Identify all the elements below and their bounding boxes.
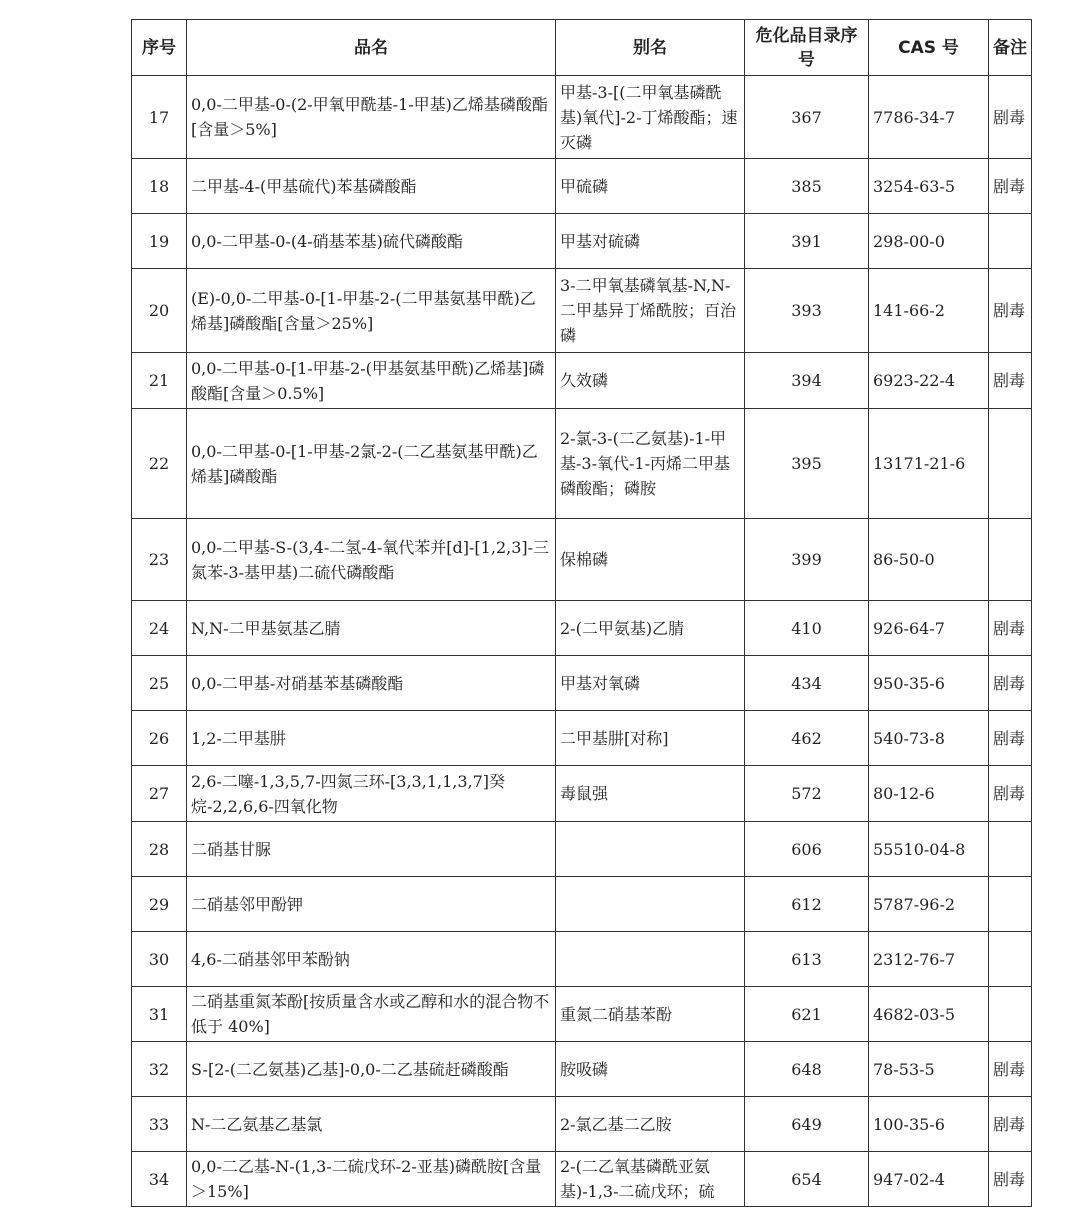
cell-name: 0,0-二乙基-N-(1,3-二硫戊环-2-亚基)磷酰胺[含量＞15%]: [187, 1152, 556, 1207]
cell-name: 0,0-二甲基-对硝基苯基磷酸酯: [187, 656, 556, 711]
cell-name: 1,2-二甲基肼: [187, 711, 556, 766]
cell-cas: 3254-63-5: [869, 159, 989, 214]
cell-alias: [556, 877, 745, 932]
cell-alias: 2-(二甲氨基)乙腈: [556, 601, 745, 656]
cell-note: 剧毒: [989, 353, 1032, 409]
cell-note: [989, 932, 1032, 987]
cell-cas: 13171-21-6: [869, 409, 989, 519]
cell-no: 29: [132, 877, 187, 932]
cell-catalog-no: 391: [745, 214, 869, 269]
table-row: [132, 822, 1032, 877]
cell-name: 二硝基重氮苯酚[按质量含水或乙醇和水的混合物不低于 40%]: [187, 987, 556, 1042]
cell-name: 0,0-二甲基-0-(2-甲氧甲酰基-1-甲基)乙烯基磷酸酯[含量＞5%]: [187, 76, 556, 159]
cell-cas: 86-50-0: [869, 519, 989, 601]
table-row: [132, 353, 1032, 409]
cell-name: 二甲基-4-(甲基硫代)苯基磷酸酯: [187, 159, 556, 214]
cell-catalog-no: 613: [745, 932, 869, 987]
cell-note: 剧毒: [989, 766, 1032, 822]
cell-cas: 6923-22-4: [869, 353, 989, 409]
cell-alias: 2-(二乙氧基磷酰亚氨基)-1,3-二硫戊环；硫: [556, 1152, 745, 1207]
cell-name: 0,0-二甲基-0-(4-硝基苯基)硫代磷酸酯: [187, 214, 556, 269]
cell-name: S-[2-(二乙氨基)乙基]-0,0-二乙基硫赶磷酸酯: [187, 1042, 556, 1097]
cell-alias: 重氮二硝基苯酚: [556, 987, 745, 1042]
cell-no: 23: [132, 519, 187, 601]
cell-cas: 4682-03-5: [869, 987, 989, 1042]
table-row: [132, 601, 1032, 656]
cell-cas: 55510-04-8: [869, 822, 989, 877]
header-no: 序号: [132, 20, 187, 76]
cell-no: 19: [132, 214, 187, 269]
cell-no: 25: [132, 656, 187, 711]
header-name: 品名: [187, 20, 556, 76]
cell-cas: 7786-34-7: [869, 76, 989, 159]
cell-note: [989, 987, 1032, 1042]
header-note: 备注: [989, 20, 1032, 76]
cell-no: 26: [132, 711, 187, 766]
cell-catalog-no: 621: [745, 987, 869, 1042]
cell-name: 0,0-二甲基-0-[1-甲基-2-(甲基氨基甲酰)乙烯基]磷酸酯[含量＞0.5%]: [187, 353, 556, 409]
cell-note: 剧毒: [989, 159, 1032, 214]
cell-no: 28: [132, 822, 187, 877]
cell-no: 33: [132, 1097, 187, 1152]
cell-note: 剧毒: [989, 1152, 1032, 1207]
cell-cas: 80-12-6: [869, 766, 989, 822]
cell-note: 剧毒: [989, 76, 1032, 159]
cell-alias: 二甲基肼[对称]: [556, 711, 745, 766]
cell-name: N,N-二甲基氨基乙腈: [187, 601, 556, 656]
table-row: [132, 987, 1032, 1042]
cell-cas: 141-66-2: [869, 269, 989, 353]
table-row: [132, 1042, 1032, 1097]
cell-no: 31: [132, 987, 187, 1042]
cell-note: 剧毒: [989, 1042, 1032, 1097]
table-row: [132, 519, 1032, 601]
cell-catalog-no: 399: [745, 519, 869, 601]
cell-catalog-no: 410: [745, 601, 869, 656]
cell-note: 剧毒: [989, 711, 1032, 766]
cell-name: 0,0-二甲基-0-[1-甲基-2氯-2-(二乙基氨基甲酰)乙烯基]磷酸酯: [187, 409, 556, 519]
cell-catalog-no: 612: [745, 877, 869, 932]
cell-alias: 2-氯-3-(二乙氨基)-1-甲基-3-氧代-1-丙烯二甲基磷酸酯；磷胺: [556, 409, 745, 519]
cell-catalog-no: 395: [745, 409, 869, 519]
table-row: [132, 1097, 1032, 1152]
cell-catalog-no: 367: [745, 76, 869, 159]
cell-no: 22: [132, 409, 187, 519]
cell-no: 18: [132, 159, 187, 214]
cell-alias: 久效磷: [556, 353, 745, 409]
table-row: [132, 932, 1032, 987]
cell-no: 20: [132, 269, 187, 353]
cell-name: 二硝基邻甲酚钾: [187, 877, 556, 932]
table-row: [132, 159, 1032, 214]
cell-name: (E)-0,0-二甲基-0-[1-甲基-2-(二甲基氨基甲酰)乙烯基]磷酸酯[含量＞25%]: [187, 269, 556, 353]
cell-cas: 950-35-6: [869, 656, 989, 711]
table-row: [132, 711, 1032, 766]
cell-no: 21: [132, 353, 187, 409]
cell-note: [989, 409, 1032, 519]
table-row: [132, 409, 1032, 519]
hazardous-chemicals-table: [131, 19, 1032, 1207]
cell-alias: 甲基对氧磷: [556, 656, 745, 711]
table-row: [132, 1152, 1032, 1207]
cell-note: 剧毒: [989, 1097, 1032, 1152]
cell-note: [989, 519, 1032, 601]
cell-note: [989, 214, 1032, 269]
cell-no: 32: [132, 1042, 187, 1097]
table-row: [132, 76, 1032, 159]
cell-note: 剧毒: [989, 269, 1032, 353]
cell-cas: 2312-76-7: [869, 932, 989, 987]
cell-alias: 甲基对硫磷: [556, 214, 745, 269]
table-row: [132, 214, 1032, 269]
cell-catalog-no: 606: [745, 822, 869, 877]
cell-catalog-no: 434: [745, 656, 869, 711]
cell-note: 剧毒: [989, 656, 1032, 711]
table-row: [132, 766, 1032, 822]
cell-catalog-no: 572: [745, 766, 869, 822]
cell-alias: [556, 822, 745, 877]
cell-cas: 5787-96-2: [869, 877, 989, 932]
cell-alias: [556, 932, 745, 987]
cell-no: 30: [132, 932, 187, 987]
cell-note: [989, 822, 1032, 877]
cell-name: 4,6-二硝基邻甲苯酚钠: [187, 932, 556, 987]
cell-name: 二硝基甘脲: [187, 822, 556, 877]
cell-note: [989, 877, 1032, 932]
cell-cas: 100-35-6: [869, 1097, 989, 1152]
cell-alias: 胺吸磷: [556, 1042, 745, 1097]
cell-cas: 298-00-0: [869, 214, 989, 269]
cell-alias: 3-二甲氧基磷氧基-N,N-二甲基异丁烯酰胺；百治磷: [556, 269, 745, 353]
cell-catalog-no: 654: [745, 1152, 869, 1207]
header-row: [132, 20, 1032, 76]
cell-no: 27: [132, 766, 187, 822]
cell-name: 2,6-二噻-1,3,5,7-四氮三环-[3,3,1,1,3,7]癸烷-2,2,6,6-四氧化物: [187, 766, 556, 822]
cell-cas: 926-64-7: [869, 601, 989, 656]
cell-no: 34: [132, 1152, 187, 1207]
cell-cas: 78-53-5: [869, 1042, 989, 1097]
table-row: [132, 656, 1032, 711]
cell-no: 24: [132, 601, 187, 656]
cell-name: N-二乙氨基乙基氯: [187, 1097, 556, 1152]
cell-note: 剧毒: [989, 601, 1032, 656]
header-catalog-no: 危化品目录序号: [745, 20, 869, 76]
cell-alias: 2-氯乙基二乙胺: [556, 1097, 745, 1152]
header-alias: 别名: [556, 20, 745, 76]
cell-catalog-no: 462: [745, 711, 869, 766]
cell-cas: 540-73-8: [869, 711, 989, 766]
cell-alias: 甲硫磷: [556, 159, 745, 214]
cell-catalog-no: 393: [745, 269, 869, 353]
cell-cas: 947-02-4: [869, 1152, 989, 1207]
cell-catalog-no: 648: [745, 1042, 869, 1097]
cell-alias: 甲基-3-[(二甲氧基磷酰基)氧代]-2-丁烯酸酯；速灭磷: [556, 76, 745, 159]
cell-alias: 毒鼠强: [556, 766, 745, 822]
table-row: [132, 877, 1032, 932]
cell-catalog-no: 649: [745, 1097, 869, 1152]
header-cas: CAS 号: [869, 20, 989, 76]
table-row: [132, 269, 1032, 353]
cell-name: 0,0-二甲基-S-(3,4-二氢-4-氧代苯并[d]-[1,2,3]-三氮苯-3-基甲基)二硫代磷酸酯: [187, 519, 556, 601]
cell-alias: 保棉磷: [556, 519, 745, 601]
cell-catalog-no: 385: [745, 159, 869, 214]
cell-catalog-no: 394: [745, 353, 869, 409]
cell-no: 17: [132, 76, 187, 159]
